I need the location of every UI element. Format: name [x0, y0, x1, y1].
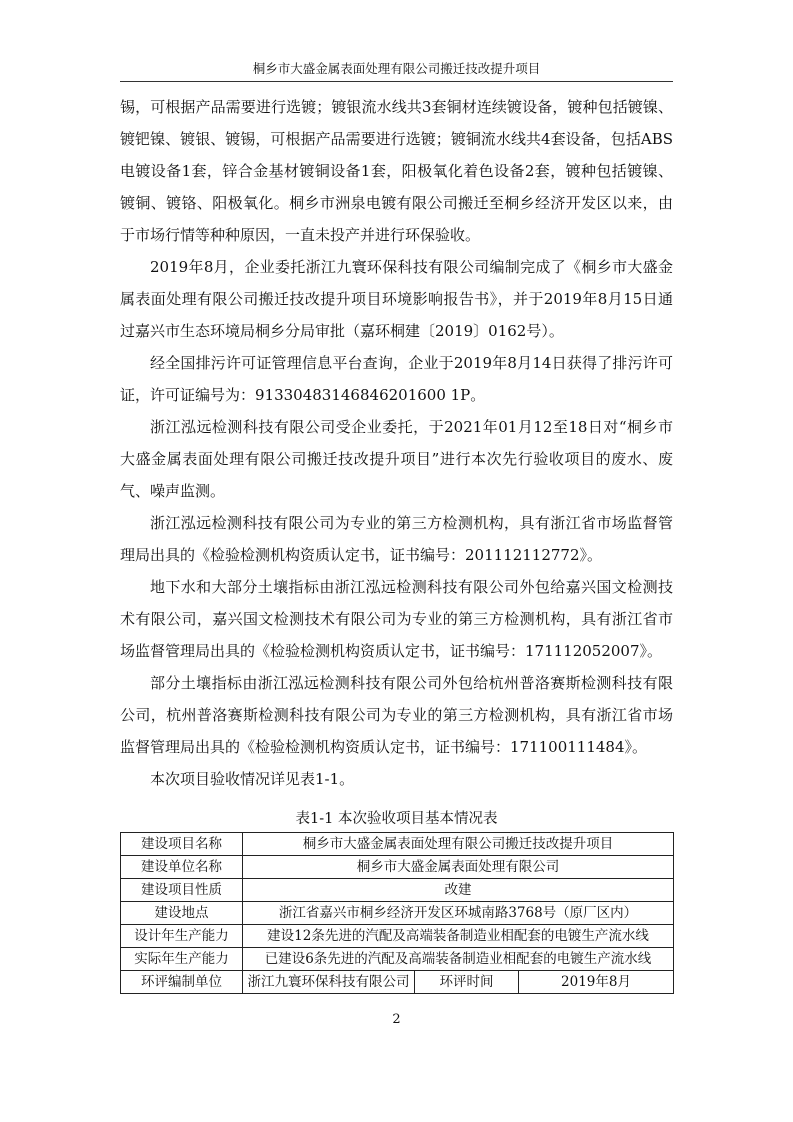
row-label: 建设项目名称 — [121, 833, 243, 856]
row-label: 设计年生产能力 — [121, 925, 243, 948]
table-row — [121, 971, 674, 994]
row-label: 环评编制单位 — [121, 971, 243, 994]
page-number: 2 — [392, 1012, 401, 1027]
running-header: 桐乡市大盛金属表面处理有限公司搬迁技改提升项目 — [120, 60, 673, 82]
row-value: 已建设6条先进的汽配及高端装备制造业相配套的电镀生产流水线 — [243, 948, 674, 971]
row-label: 实际年生产能力 — [121, 948, 243, 971]
row-value: 改建 — [243, 879, 674, 902]
paragraph-3: 经全国排污许可证管理信息平台查询，企业于2019年8月14日获得了排污许可证，许可证编号为：91330483146846201600 1P。 — [120, 354, 673, 404]
body-text — [120, 91, 673, 795]
paragraph-5: 浙江泓远检测科技有限公司为专业的第三方检测机构，具有浙江省市场监督管理局出具的《检验检测机构资质认定书，证书编号：201112112772》。 — [120, 514, 673, 564]
paragraph-1: 锡，可根据产品需要进行选镀；镀银流水线共3套铜材连续镀设备，镀种包括镀镍、镀钯镍、镀银、镀锡，可根据产品需要进行选镀；镀铜流水线共4套设备，包括ABS电镀设备1套，锌合金基材镀铜设备1套，阳极氧化着色设备2套，镀种包括镀镍、镀铜、镀铬、阳极氧化。桐乡市洲泉电镀有限公司搬迁至桐乡经济开发区以来，由于市场行情等种种原因，一直未投产并进行环保验收。 — [120, 98, 673, 244]
row-value: 建设12条先进的汽配及高端装备制造业相配套的电镀生产流水线 — [243, 925, 674, 948]
row-value: 桐乡市大盛金属表面处理有限公司搬迁技改提升项目 — [243, 833, 674, 856]
table-row — [121, 856, 674, 879]
paragraph-2: 2019年8月，企业委托浙江九寰环保科技有限公司编制完成了《桐乡市大盛金属表面处理有限公司搬迁技改提升项目环境影响报告书》，并于2019年8月15日通过嘉兴市生态环境局桐乡分局审批（嘉环桐建〔2019〕0162号）。 — [120, 258, 673, 340]
paragraph-6: 地下水和大部分土壤指标由浙江泓远检测科技有限公司外包给嘉兴国文检测技术有限公司，嘉兴国文检测技术有限公司为专业的第三方检测机构，具有浙江省市场监督管理局出具的《检验检测机构资质认定书，证书编号：171112052007》。 — [120, 578, 673, 660]
paragraph-7: 部分土壤指标由浙江泓远检测科技有限公司外包给杭州普洛赛斯检测科技有限公司，杭州普洛赛斯检测科技有限公司为专业的第三方检测机构，具有浙江省市场监督管理局出具的《检验检测机构资质认定书，证书编号：171100111484》。 — [120, 674, 673, 756]
table-row — [121, 879, 674, 902]
table-row — [121, 902, 674, 925]
row-label: 建设项目性质 — [121, 879, 243, 902]
table-row — [121, 948, 674, 971]
row-label: 建设单位名称 — [121, 856, 243, 879]
paragraph-8: 本次项目验收情况详见表1-1。 — [150, 770, 355, 788]
table-caption: 表1-1 本次验收项目基本情况表 — [295, 811, 498, 827]
row-value: 桐乡市大盛金属表面处理有限公司 — [243, 856, 674, 879]
project-info-table — [120, 832, 674, 994]
paragraph-4: 浙江泓远检测科技有限公司受企业委托，于2021年01月12至18日对“桐乡市大盛金属表面处理有限公司搬迁技改提升项目”进行本次先行验收项目的废水、废气、噪声监测。 — [120, 418, 673, 500]
row-value: 2019年8月 — [519, 971, 674, 994]
row-value: 浙江九寰环保科技有限公司 — [243, 971, 415, 994]
row-value: 浙江省嘉兴市桐乡经济开发区环城南路3768号（原厂区内） — [243, 902, 674, 925]
row-label: 环评时间 — [415, 971, 519, 994]
row-label: 建设地点 — [121, 902, 243, 925]
table-row — [121, 833, 674, 856]
table-row — [121, 925, 674, 948]
